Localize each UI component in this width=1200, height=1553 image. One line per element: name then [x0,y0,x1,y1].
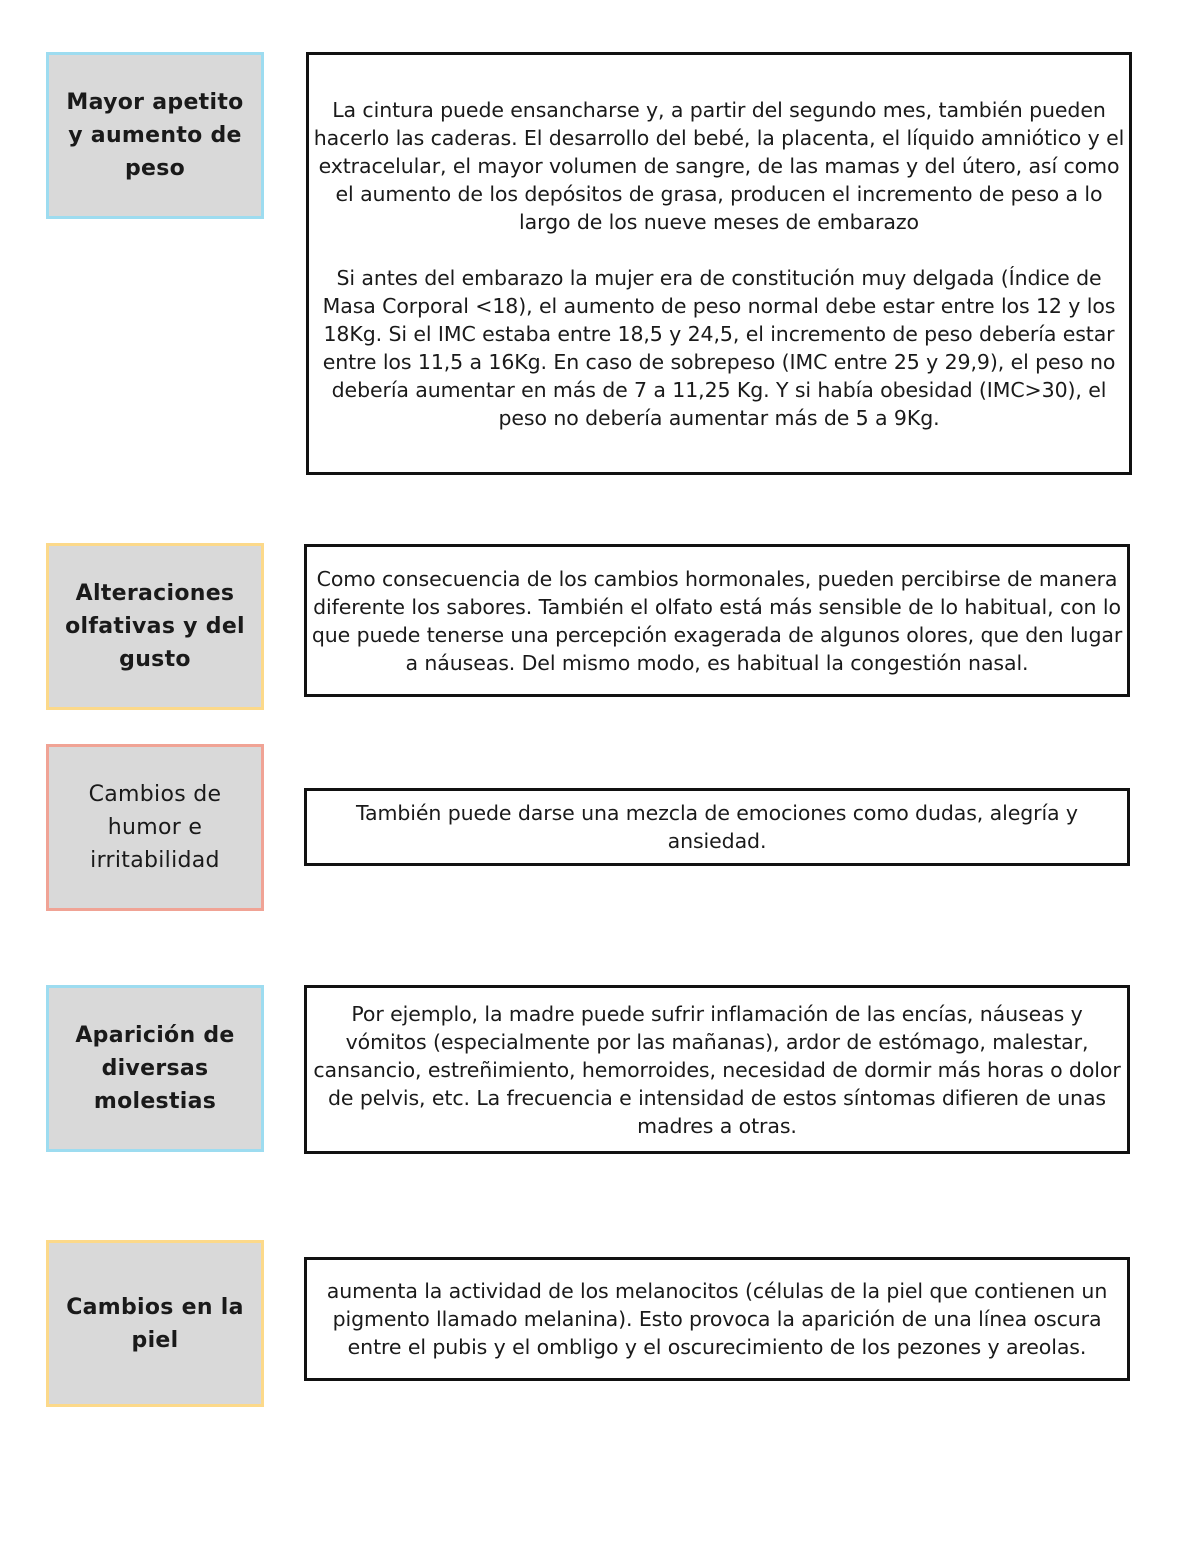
desc-appetite-weight: La cintura puede ensancharse y, a partir del segundo mes, también pueden hacerlo las caderas. El desarrollo del bebé, la placenta, el líquido amniótico y el extracelular, el mayor volumen de sangre, de las mamas y del útero, así como el aumento de los depósitos de grasa, producen el incremento de peso a lo largo de los nueve meses de embarazo Si antes del embarazo la mujer era de constitución muy delgada (Índice de Masa Corporal <18), el aumento de peso normal debe estar entre los 12 y los 18Kg. Si el IMC estaba entre 18,5 y 24,5, el incremento de peso debería estar entre los 11,5 a 16Kg. En caso de sobrepeso (IMC entre 25 y 29,9), el peso no debería aumentar en más de 7 a 11,25 Kg. Y si había obesidad (IMC>30), el peso no debería aumentar más de 5 a 9Kg. [313,97,1125,430]
label-box-mood-irritability [46,744,264,911]
label-appetite-weight: Mayor apetito y aumento de peso [66,90,244,181]
label-discomforts: Aparición de diversas molestias [75,1023,235,1114]
desc-box-discomforts [304,985,1130,1154]
label-skin-changes: Cambios en la piel [66,1294,244,1353]
label-box-smell-taste [46,543,264,710]
desc-box-mood-irritability [304,788,1130,866]
label-mood-irritability: Cambios de humor e irritabilidad [88,782,222,873]
desc-mood-irritability: También puede darse una mezcla de emociones como dudas, alegría y ansiedad. [356,801,1078,853]
desc-discomforts: Por ejemplo, la madre puede sufrir inflamación de las encías, náuseas y vómitos (especialmente por las mañanas), ardor de estómago, malestar, cansancio, estreñimiento, hemorroides, necesidad de dormir más horas o dolor de pelvis, etc. La frecuencia e intensidad de estos síntomas difieren de unas madres a otras. [313,1001,1121,1138]
label-box-discomforts [46,985,264,1152]
desc-box-skin-changes [304,1257,1130,1381]
desc-smell-taste: Como consecuencia de los cambios hormonales, pueden percibirse de manera diferente los sabores. También el olfato está más sensible de lo habitual, con lo que puede tenerse una percepción exagerada de algunos olores, que den lugar a náuseas. Del mismo modo, es habitual la congestión nasal. [311,566,1123,675]
desc-box-smell-taste [304,544,1130,697]
desc-skin-changes: aumenta la actividad de los melanocitos (células de la piel que contienen un pigmento llamado melanina). Esto provoca la aparición de una línea oscura entre el pubis y el ombligo y el oscurecimiento de los pezones y areolas. [326,1279,1108,1359]
desc-box-appetite-weight [306,52,1132,475]
label-box-appetite-weight [46,52,264,219]
label-box-skin-changes [46,1240,264,1407]
label-smell-taste: Alteraciones olfativas y del gusto [65,581,245,672]
